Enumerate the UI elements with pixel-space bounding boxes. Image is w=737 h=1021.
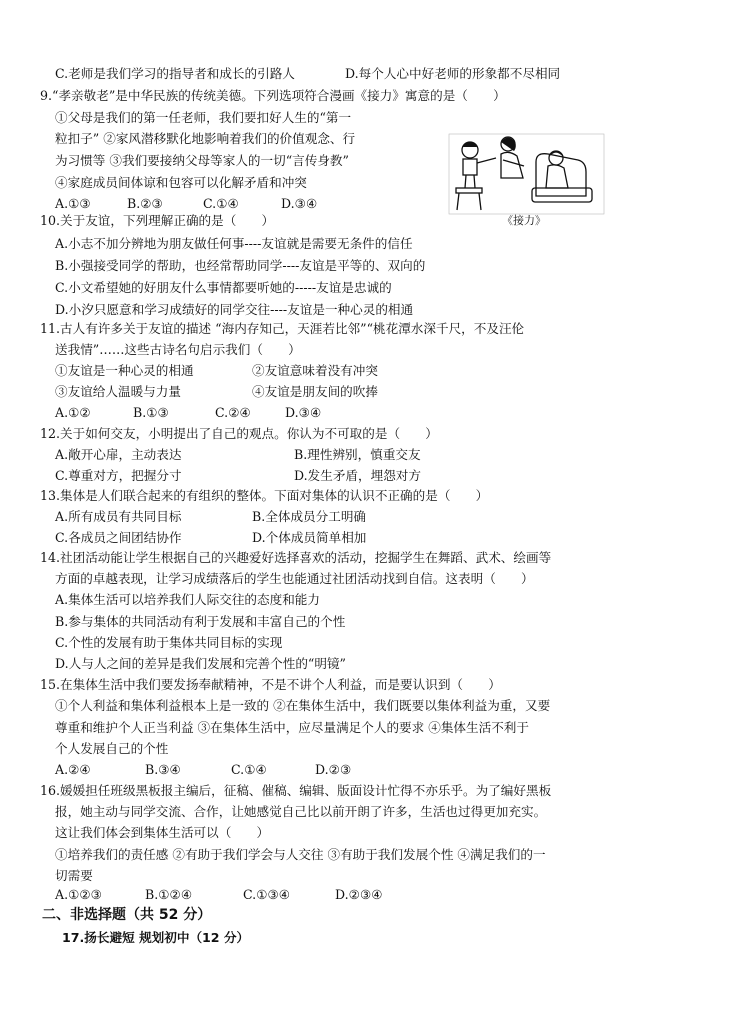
q16-statements-2: 切需要 <box>55 868 93 883</box>
q11-option-b: B.①③ <box>133 405 169 420</box>
q16-option-a: A.①②③ <box>55 887 102 902</box>
q15-statements-1: ①个人利益和集体利益根本上是一致的 ②在集体生活中，我们既要以集体利益为重，又要 <box>55 698 551 713</box>
q12-option-c: C.尊重对方，把握分寸 <box>55 468 182 483</box>
q16-option-c: C.①③④ <box>243 887 291 902</box>
q9-option-a: A.①③ <box>55 196 91 211</box>
cartoon-caption: 《接力》 <box>502 214 546 227</box>
q16-stem-1: 16.媛媛担任班级黑板报主编后，征稿、催稿、编辑、版面设计忙得不亦乐乎。为了编好黑板 <box>40 783 552 798</box>
q14-option-a: A.集体生活可以培养我们人际交往的态度和能力 <box>55 592 320 607</box>
q9-stem: 9.“孝亲敬老”是中华民族的传统美德。下列选项符合漫画《接力》寓意的是（ ） <box>40 88 506 103</box>
q10-option-a: A.小志不加分辨地为朋友做任何事----友谊就是需要无条件的信任 <box>55 236 413 251</box>
cartoon-illustration <box>446 132 608 228</box>
q15-option-d: D.②③ <box>315 762 352 777</box>
q8-option-d: D.每个人心中好老师的形象都不尽相同 <box>345 66 561 81</box>
q9-option-c: C.①④ <box>203 196 239 211</box>
q12-stem: 12.关于如何交友，小明提出了自己的观点。你认为不可取的是（ ） <box>40 426 438 441</box>
q11-option-a: A.①② <box>55 405 91 420</box>
q10-option-d: D.小汐只愿意和学习成绩好的同学交往----友谊是一种心灵的相通 <box>55 302 414 317</box>
q8-option-c: C.老师是我们学习的指导者和成长的引路人 <box>55 66 295 81</box>
q11-statement-2: ②友谊意味着没有冲突 <box>252 363 378 378</box>
q15-options <box>55 760 351 780</box>
q15-option-b: B.③④ <box>145 762 181 777</box>
q17-title: 17.扬长避短 规划初中（12 分） <box>62 930 250 945</box>
q11-stem-2: 送我情”……这些古诗名句启示我们（ ） <box>55 342 301 357</box>
q15-statements-2: 尊重和维护个人正当利益 ③在集体生活中，应尽量满足个人的要求 ④集体生活不利于 <box>55 720 529 735</box>
q11-options <box>55 403 321 423</box>
q14-stem-2: 方面的卓越表现，让学习成绩落后的学生也能通过社团活动找到自信。这表明（ ） <box>55 571 534 586</box>
q11-option-c: C.②④ <box>215 405 251 420</box>
q14-option-d: D.人与人之间的差异是我们发展和完善个性的“明镜” <box>55 656 346 671</box>
q9-statement-1b: 粒扣子” ②家风潜移默化地影响着我们的价值观念、行 <box>55 131 356 146</box>
q15-statements-3: 个人发展自己的个性 <box>55 741 169 756</box>
section-heading: 二、非选择题（共 52 分） <box>42 907 212 923</box>
q14-option-b: B.参与集体的共同活动有利于发展和丰富自己的个性 <box>55 614 346 629</box>
q13-option-a: A.所有成员有共同目标 <box>55 509 182 524</box>
q15-option-a: A.②④ <box>55 762 91 777</box>
q9-statement-4: ④家庭成员间体谅和包容可以化解矛盾和冲突 <box>55 175 307 190</box>
q10-stem: 10.关于友谊，下列理解正确的是（ ） <box>40 213 275 228</box>
q13-option-d: D.个体成员简单相加 <box>252 530 367 545</box>
q12-option-b: B.理性辨别，慎重交友 <box>294 447 421 462</box>
q12-option-d: D.发生矛盾，埋怨对方 <box>294 468 421 483</box>
q9-option-b: B.②③ <box>127 196 163 211</box>
q11-option-d: D.③④ <box>285 405 322 420</box>
q16-option-d: D.②③④ <box>335 887 383 902</box>
q12-option-a: A.敞开心扉，主动表达 <box>55 447 182 462</box>
q16-stem-2: 报，她主动与同学交流、合作，让她感觉自己比以前开朗了许多，生活也过得更加充实。 <box>55 804 547 819</box>
q11-statement-3: ③友谊给人温暖与力量 <box>55 384 181 399</box>
q14-option-c: C.个性的发展有助于集体共同目标的实现 <box>55 635 283 650</box>
q16-options <box>55 885 383 905</box>
q16-option-b: B.①②④ <box>145 887 193 902</box>
q11-stem-1: 11.古人有许多关于友谊的描述 “海内存知己，天涯若比邻”“桃花潭水深千尺，不及汪伦 <box>40 321 525 336</box>
q9-statement-1a: ①父母是我们的第一任老师，我们要扣好人生的“第一 <box>55 110 352 125</box>
q11-statement-4: ④友谊是朋友间的吹捧 <box>252 384 378 399</box>
q10-option-c: C.小文希望她的好朋友什么事情都要听她的-----友谊是忠诚的 <box>55 280 392 295</box>
q9-option-d: D.③④ <box>281 196 318 211</box>
q14-stem-1: 14.社团活动能让学生根据自己的兴趣爱好选择喜欢的活动，挖掘学生在舞蹈、武术、绘画等 <box>40 550 552 565</box>
q9-statement-2b: 为习惯等 ③我们要接纳父母等家人的一切“言传身教” <box>55 153 349 168</box>
q15-stem: 15.在集体生活中我们要发扬奉献精神，不是不讲个人利益，而是要认识到（ ） <box>40 677 501 692</box>
q13-option-b: B.全体成员分工明确 <box>252 509 367 524</box>
q10-option-b: B.小强接受同学的帮助，也经常帮助同学----友谊是平等的、双向的 <box>55 258 426 273</box>
q13-option-c: C.各成员之间团结协作 <box>55 530 182 545</box>
q15-option-c: C.①④ <box>231 762 267 777</box>
cartoon-relay <box>446 132 608 228</box>
q11-statement-1: ①友谊是一种心灵的相通 <box>55 363 194 378</box>
q16-stem-3: 这让我们体会到集体生活可以（ ） <box>55 825 270 840</box>
q16-statements-1: ①培养我们的责任感 ②有助于我们学会与人交往 ③有助于我们发展个性 ④满足我们的一 <box>55 847 546 862</box>
q13-stem: 13.集体是人们联合起来的有组织的整体。下面对集体的认识不正确的是（ ） <box>40 488 489 503</box>
